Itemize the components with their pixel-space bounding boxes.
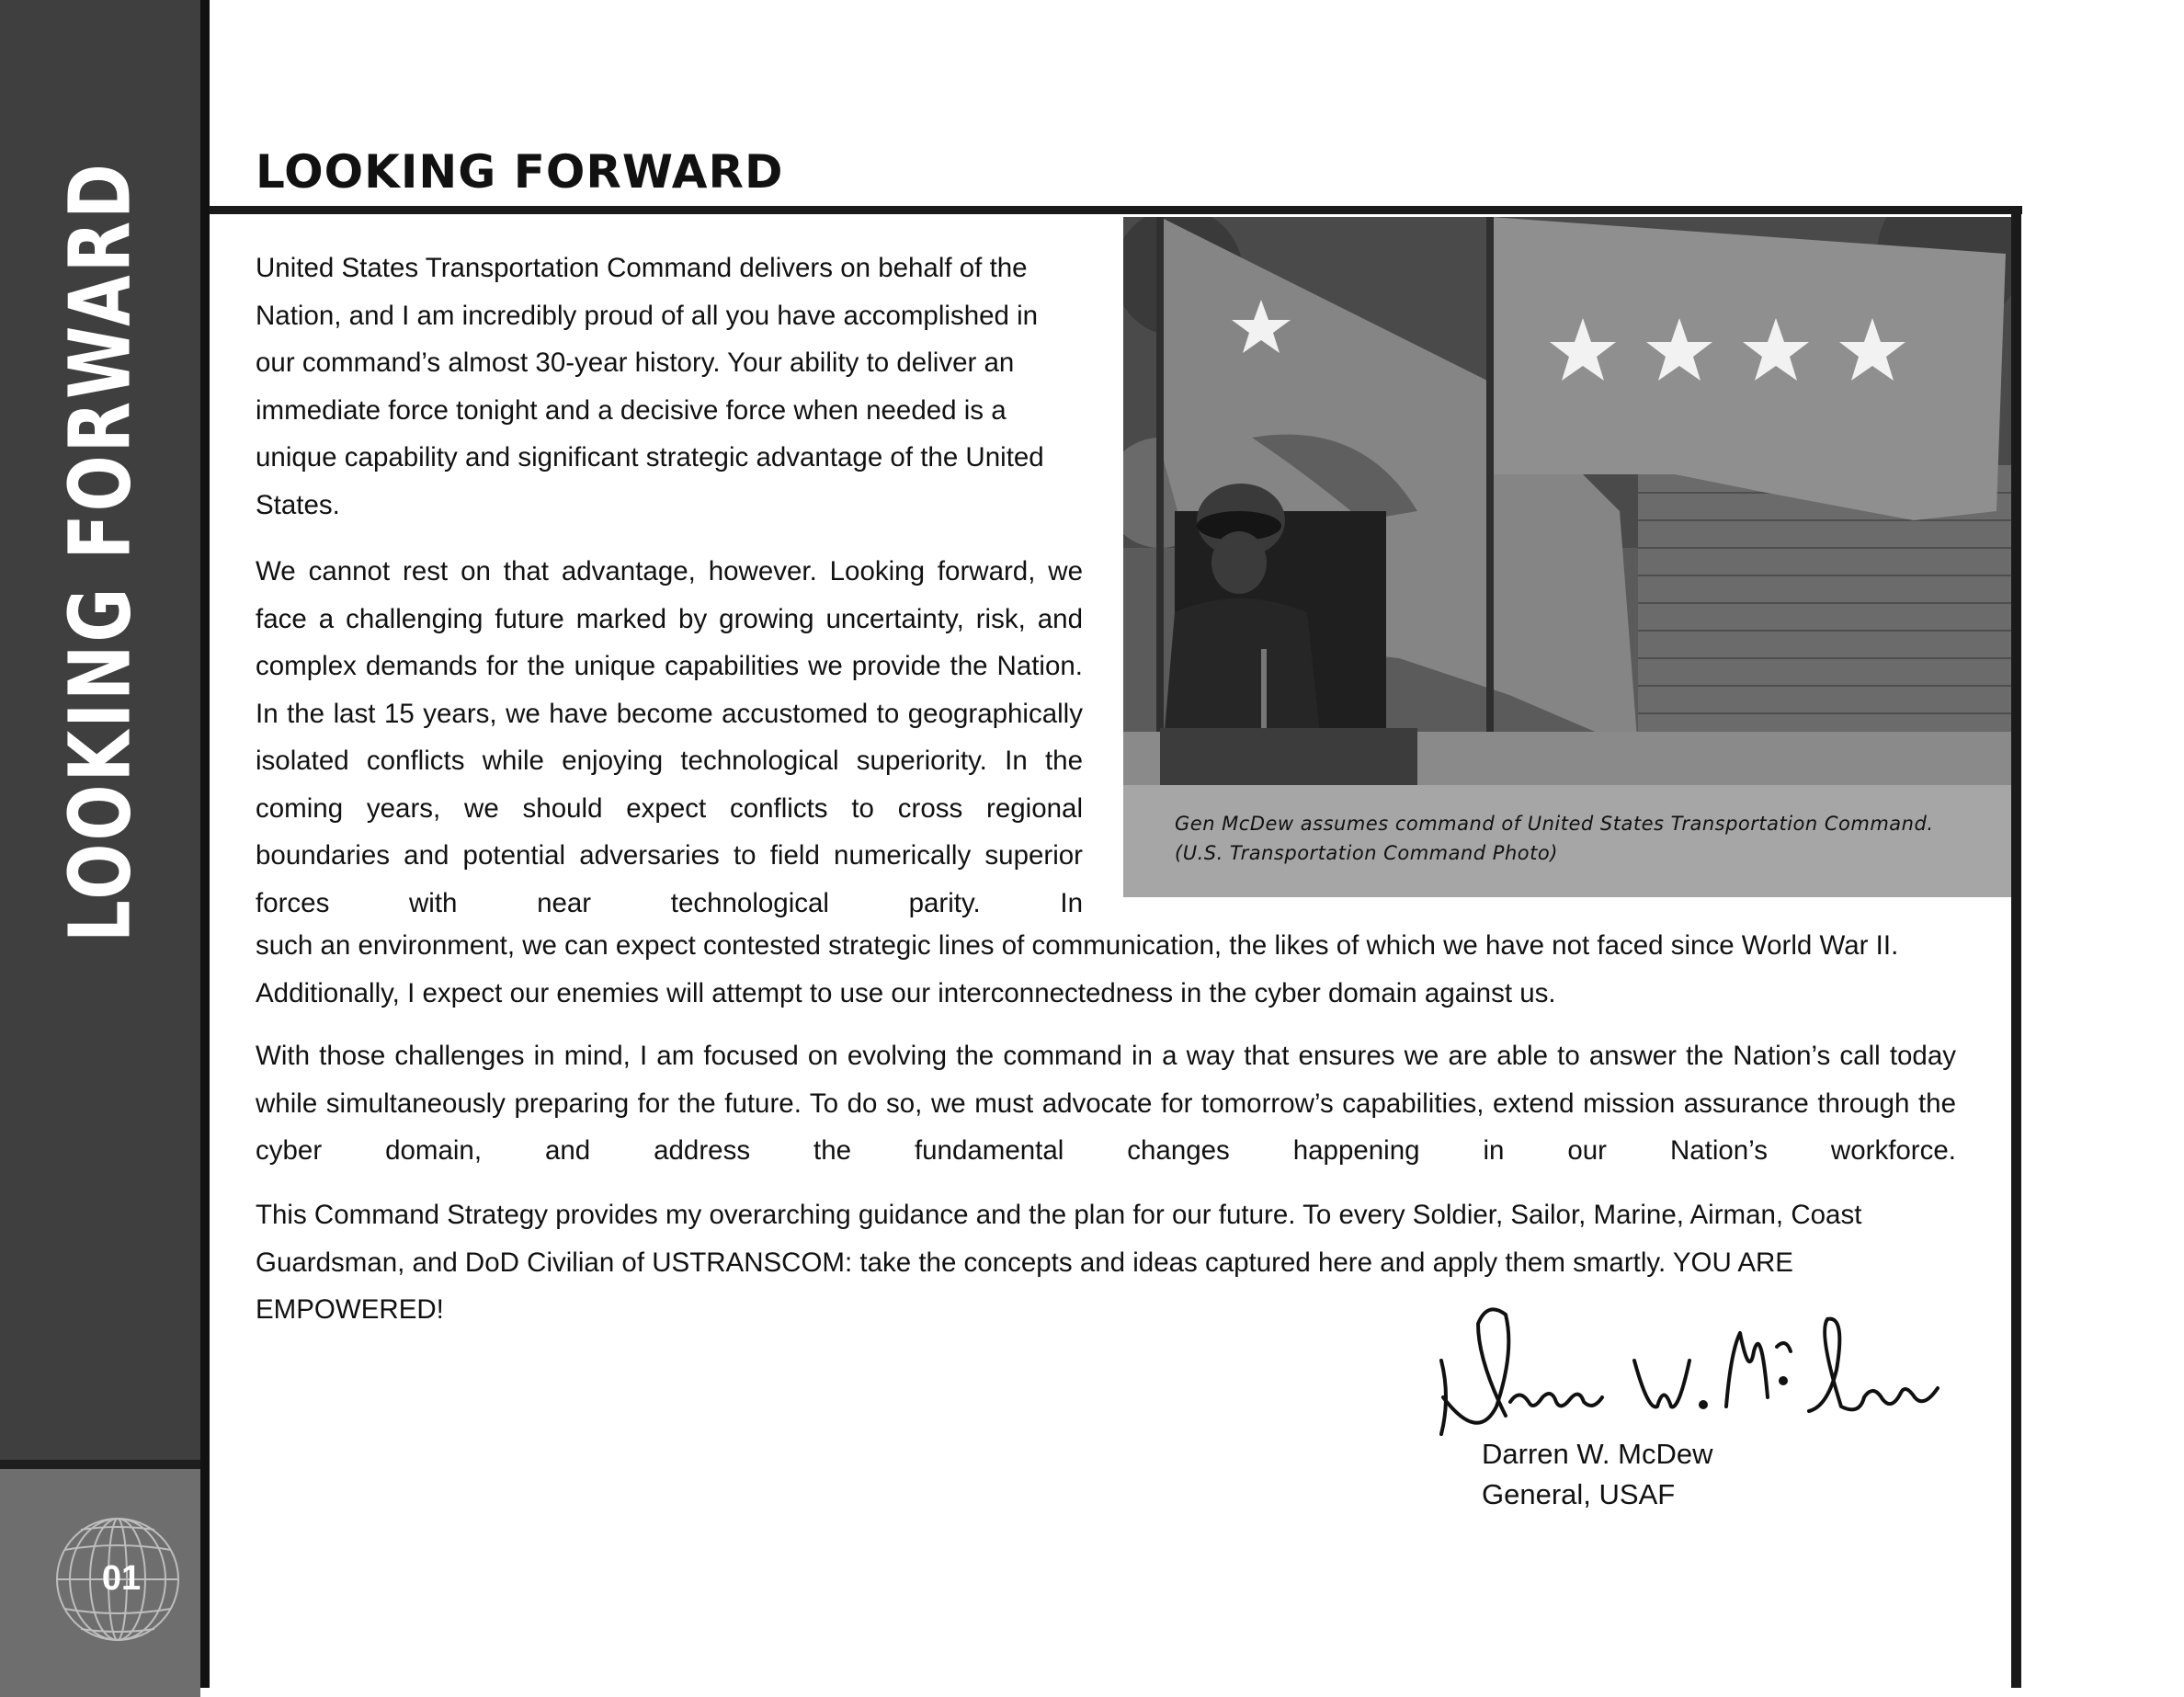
ceremony-photo (1123, 217, 2011, 785)
sidebar (0, 0, 200, 1688)
photo-caption: Gen McDew assumes command of United States Transportation Command. (U.S. Transportation Command Photo) (1175, 813, 1934, 864)
paragraph-2-upper: We cannot rest on that advantage, however. Looking forward, we face a challenging future marked by growing uncertainty, risk, and complex demands for the unique capabilities we provide the Nation. In the last 15 years, we have become accustomed to geographically isolated conflicts while enjoying technological superiority. In the coming years, we should expect conflicts to cross regional boundaries and potential adversaries to field numerically superior forces with near technological parity. In (256, 556, 1083, 918)
right-border (2011, 206, 2021, 1688)
paragraph-1: United States Transportation Command delivers on behalf of the Nation, and I am incredibly proud of all you have accomplished in our command’s almost 30-year history. Your ability to deliver an immediate force tonight and a decisive force when needed is a unique capability and significant strategic advantage of the United States. (256, 253, 1044, 520)
sidebar-section-label: LOOKING FORWARD (51, 161, 150, 942)
sidebar-edge (200, 0, 210, 1688)
signatory-title: General, USAF (1482, 1478, 1676, 1510)
paragraph-4: This Command Strategy provides my overarching guidance and the plan for our future. To every Soldier, Sailor, Marine, Airman, Coast Guardsman, and DoD Civilian of USTRANSCOM: take the concepts and ideas captured here and apply them smartly. YOU ARE EMPOWERED! (256, 1200, 1862, 1325)
page-number-tab (0, 1460, 200, 1697)
heading-rule (210, 206, 2022, 214)
paragraph-2-lower: such an environment, we can expect contested strategic lines of communication, the likes of which we have not faced since World War II. Additionally, I expect our enemies will attempt to use our interconnectedness in the cyber domain against us. (256, 930, 1899, 1008)
paragraph-3: With those challenges in mind, I am focused on evolving the command in a way that ensures we are able to answer the Nation’s call today while simultaneously preparing for the future. To do so, we must advocate for tomorrow’s capabilities, extend mission assurance through the cyber domain, and address the fundamental changes happening in our Nation’s workforce. (256, 1041, 1956, 1166)
page-title: LOOKING FORWARD (256, 145, 784, 199)
photo-figure (1123, 217, 2011, 897)
page-number: 01 (101, 1559, 142, 1598)
signatory-name: Darren W. McDew (1482, 1438, 1713, 1470)
handwritten-signature (1423, 1296, 1974, 1443)
